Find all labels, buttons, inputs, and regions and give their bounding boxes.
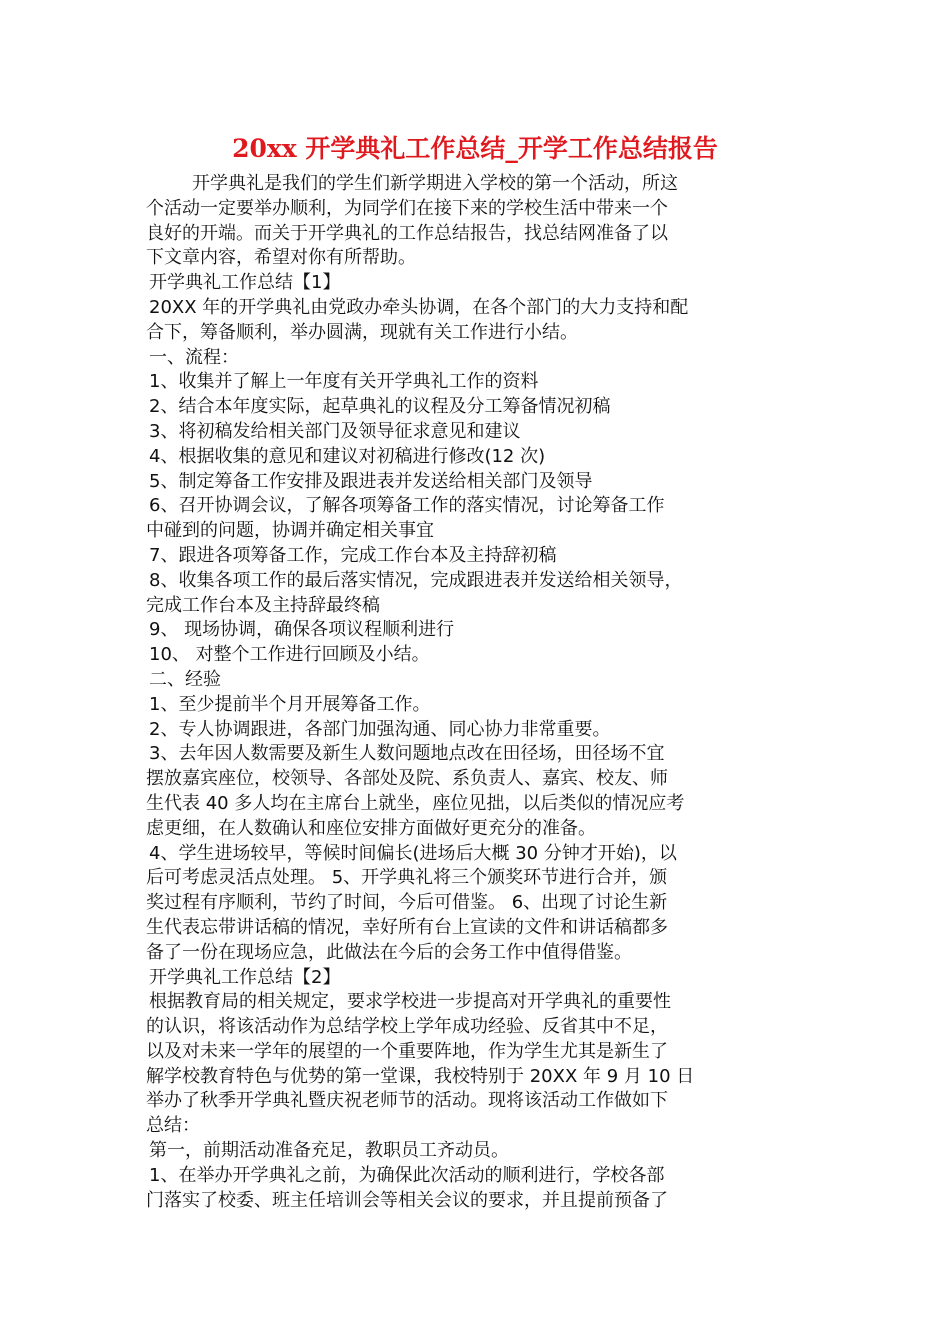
list-item: 3、去年因人数需要及新生人数问题地点改在田径场，田径场不宜 xyxy=(149,743,665,765)
paragraph-line: 解学校教育特色与优势的第一堂课，我校特别于 20XX 年 9 月 10 日 xyxy=(146,1065,695,1087)
paragraph-line: 中碰到的问题，协调并确定相关事宜 xyxy=(146,520,434,542)
paragraph-line: 根据教育局的相关规定，要求学校进一步提高对开学典礼的重要性 xyxy=(149,991,671,1013)
paragraph-line: 生代表忘带讲话稿的情况，幸好所有台上宣读的文件和讲话稿都多 xyxy=(146,916,668,938)
list-item: 3、将初稿发给相关部门及领导征求意见和建议 xyxy=(149,420,521,442)
document-title: 20xx 开学典礼工作总结_开学工作总结报告 xyxy=(232,134,718,163)
paragraph-line: 完成工作台本及主持辞最终稿 xyxy=(146,594,380,616)
paragraph-line: 摆放嘉宾座位，校领导、各部处及院、系负责人、嘉宾、校友、师 xyxy=(146,768,668,790)
paragraph-line: 的认识，将该活动作为总结学校上学年成功经验、反省其中不足， xyxy=(146,1016,668,1038)
paragraph-line: 虑更细，在人数确认和座位安排方面做好更充分的准备。 xyxy=(146,817,596,839)
document-body xyxy=(146,172,806,1213)
list-item: 9、 现场协调，确保各项议程顺利进行 xyxy=(149,619,455,641)
paragraph-line: 个活动一定要举办顺利，为同学们在接下来的学校生活中带来一个 xyxy=(146,197,668,219)
paragraph-line: 以及对未来一学年的展望的一个重要阵地，作为学生尤其是新生了 xyxy=(146,1040,668,1062)
list-item: 6、召开协调会议，了解各项筹备工作的落实情况，讨论筹备工作 xyxy=(149,495,665,517)
list-item: 4、根据收集的意见和建议对初稿进行修改(12 次) xyxy=(149,445,546,467)
list-item: 1、在举办开学典礼之前，为确保此次活动的顺利进行，学校各部 xyxy=(149,1164,665,1186)
paragraph-line: 开学典礼是我们的学生们新学期进入学校的第一个活动，所这 xyxy=(192,173,678,194)
list-item: 5、制定筹备工作安排及跟进表并发送给相关部门及领导 xyxy=(149,470,593,492)
paragraph-line: 良好的开端。而关于开学典礼的工作总结报告，找总结网准备了以 xyxy=(146,222,668,244)
paragraph-line: 20XX 年的开学典礼由党政办牵头协调，在各个部门的大力支持和配 xyxy=(149,296,689,318)
paragraph-line: 下文章内容，希望对你有所帮助。 xyxy=(146,247,416,269)
paragraph-line: 奖过程有序顺利，节约了时间，今后可借鉴。 6、出现了讨论生新 xyxy=(146,892,668,914)
paragraph-line: 备了一份在现场应急，此做法在今后的会务工作中值得借鉴。 xyxy=(146,941,632,963)
list-item: 10、 对整个工作进行回顾及小结。 xyxy=(149,644,430,666)
paragraph-line: 总结： xyxy=(146,1115,200,1137)
paragraph-line: 举办了秋季开学典礼暨庆祝老师节的活动。现将该活动工作做如下 xyxy=(146,1090,668,1112)
section-heading: 开学典礼工作总结【2】 xyxy=(149,966,341,988)
section-heading: 开学典礼工作总结【1】 xyxy=(149,272,341,294)
list-item: 1、收集并了解上一年度有关开学典礼工作的资料 xyxy=(149,371,539,393)
paragraph-line: 生代表 40 多人均在主席台上就坐，座位见拙，以后类似的情况应考 xyxy=(146,792,685,814)
list-item: 4、学生进场较早，等候时间偏长(进场后大概 30 分钟才开始)，以 xyxy=(149,842,677,864)
list-item: 7、跟进各项筹备工作，完成工作台本及主持辞初稿 xyxy=(149,544,557,566)
subsection-heading: 一、流程： xyxy=(149,346,239,368)
paragraph-line: 合下，筹备顺利，举办圆满，现就有关工作进行小结。 xyxy=(146,321,578,343)
subsection-heading: 二、经验 xyxy=(149,668,221,690)
list-item: 2、结合本年度实际，起草典礼的议程及分工筹备情况初稿 xyxy=(149,396,611,418)
subsection-heading: 第一，前期活动准备充足，教职员工齐动员。 xyxy=(149,1140,509,1162)
list-item: 8、收集各项工作的最后落实情况，完成跟进表并发送给相关领导， xyxy=(149,569,683,591)
paragraph-line: 后可考虑灵活点处理。 5、开学典礼将三个颁奖环节进行合并，颁 xyxy=(146,867,668,889)
list-item: 2、专人协调跟进，各部门加强沟通、同心协力非常重要。 xyxy=(149,718,611,740)
list-item: 1、至少提前半个月开展筹备工作。 xyxy=(149,693,431,715)
paragraph-line: 门落实了校委、班主任培训会等相关会议的要求，并且提前预备了 xyxy=(146,1189,668,1211)
